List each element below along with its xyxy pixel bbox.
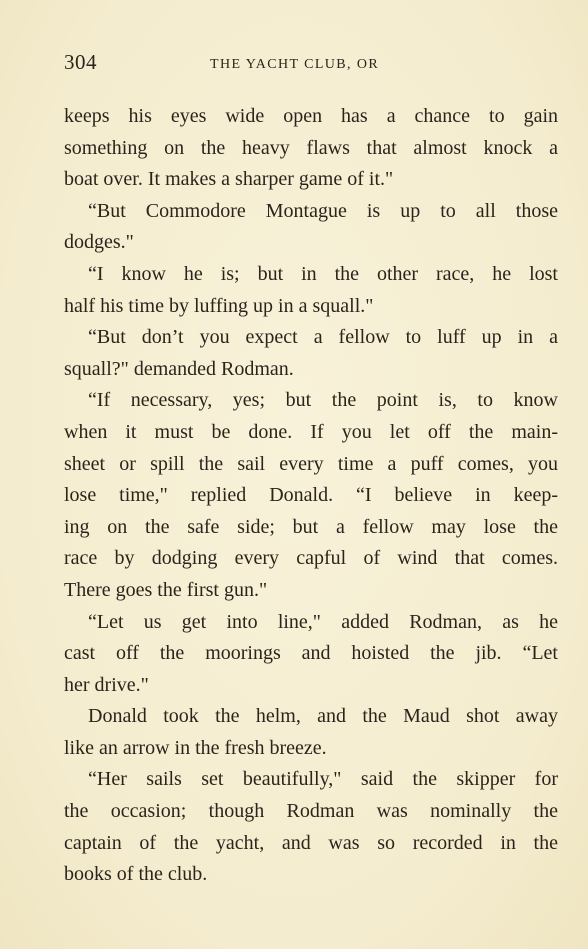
text-line: “Let us get into line," added Rodman, as he [88, 610, 558, 633]
text-line: keeps his eyes wide open has a chance to gain [64, 105, 558, 127]
page-header [64, 50, 558, 80]
page-number: 304 [64, 50, 97, 74]
text-line: Donald took the helm, and the Maud shot away [88, 705, 558, 728]
text-line: cast off the moorings and hoisted the jib. “Let [64, 642, 558, 665]
text-line: her drive." [64, 673, 149, 696]
text-line: sheet or spill the sail every time a puff comes, you [64, 452, 558, 475]
text-line: half his time by luffing up in a squall." [64, 294, 374, 317]
text-line: books of the club. [64, 863, 208, 886]
text-line: “If necessary, yes; but the point is, to know [88, 389, 558, 412]
text-line: something on the heavy flaws that almost knock a [64, 136, 558, 159]
text-line: squall?" demanded Rodman. [64, 357, 294, 380]
text-line: like an arrow in the fresh breeze. [64, 736, 327, 759]
text-line: when it must be done. If you let off the main- [64, 420, 558, 443]
text-line: There goes the first gun." [64, 578, 268, 601]
text-line: the occasion; though Rodman was nominally the [64, 800, 558, 823]
text-line: “But don’t you expect a fellow to luff up in a [88, 326, 558, 349]
text-line: lose time," replied Donald. “I believe in keep- [64, 484, 558, 507]
text-line: dodges." [64, 231, 134, 254]
text-line: ing on the safe side; but a fellow may lose the [64, 515, 558, 538]
running-title: THE YACHT CLUB, OR [210, 57, 380, 72]
text-line: race by dodging every capful of wind that comes. [64, 547, 558, 570]
body-text [64, 101, 558, 891]
text-line: “But Commodore Montague is up to all those [88, 199, 558, 222]
text-line: “Her sails set beautifully," said the skipper for [88, 768, 558, 791]
text-line: “I know he is; but in the other race, he lost [88, 262, 558, 285]
text-line: boat over. It makes a sharper game of it." [64, 168, 394, 191]
text-line: captain of the yacht, and was so recorded in the [64, 831, 558, 854]
